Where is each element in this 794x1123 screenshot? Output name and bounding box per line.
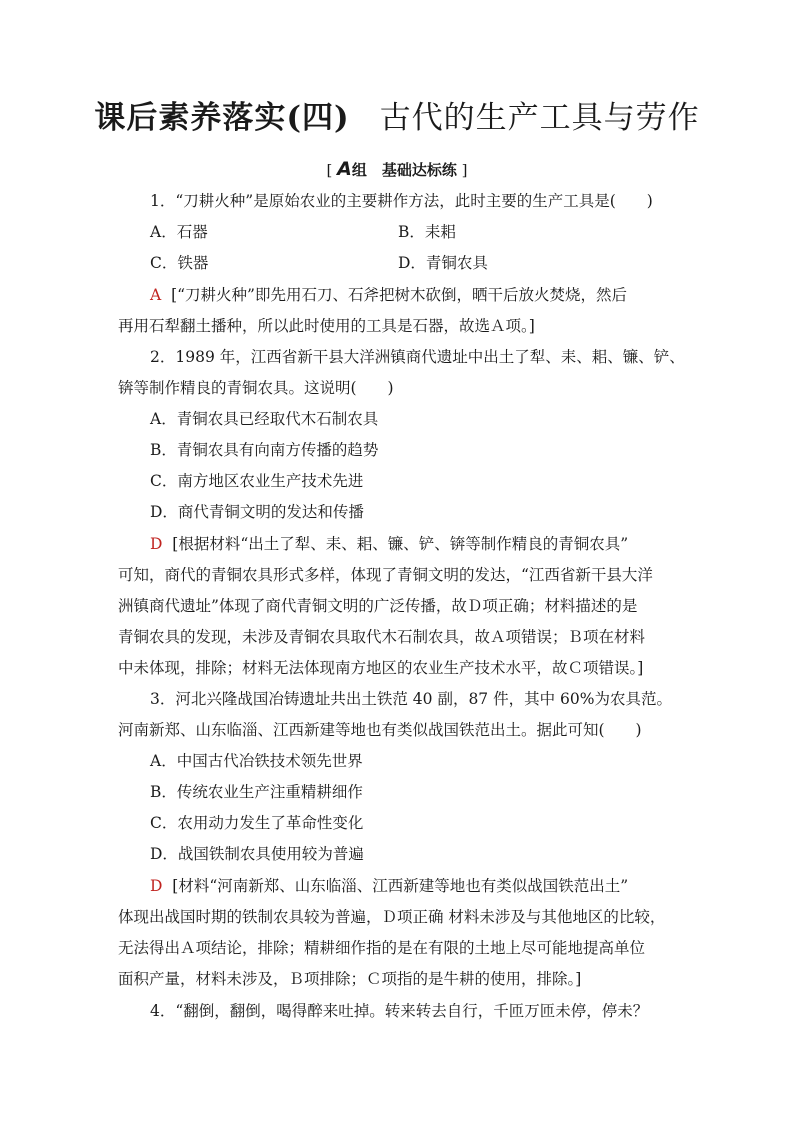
q3-option-c: C．农用动力发生了革命性变化 [150,814,364,832]
bracket-close: ] [461,161,468,179]
q1-option-d: D．青铜农具 [398,254,488,272]
q3-answer: D [150,877,163,895]
q3-option-d: D．战国铁制农具使用较为普遍 [150,845,364,863]
q2-explain-text-1: [根据材料“出土了犁、耒、耜、镰、铲、锛等制作精良的青铜农具” [172,535,629,553]
q3-explanation-line-1 [150,876,710,896]
q2-stem-line-1: 2．1989 年，江西省新干县大洋洲镇商代遗址中出土了犁、耒、耜、镰、铲、 [150,348,685,366]
q2-answer: D [150,535,163,553]
q1-option-c: C．铁器 [150,254,209,272]
q2-explanation-line-2: 可知，商代的青铜农具形式多样，体现了青铜文明的发达，“江西省新干县大洋 [118,566,653,584]
q1-stem: 1．“刀耕火种”是原始农业的主要耕作方法，此时主要的生产工具是( ) [150,192,653,210]
bracket-open: [ [326,161,333,179]
q3-explain-text-1: [材料“河南新郑、山东临淄、江西新建等地也有类似战国铁范出土” [172,877,629,895]
title-sub: 古代的生产工具与劳作 [379,100,700,136]
q1-answer: A [150,286,162,304]
q2-explanation-line-5: 中未体现，排除；材料无法体现南方地区的农业生产技术水平，故Ｃ项错误。] [118,659,644,677]
q3-option-a: A．中国古代冶铁技术领先世界 [150,752,363,770]
q1-option-b: B．耒耜 [398,223,456,241]
q2-option-a: A．青铜农具已经取代木石制农具 [150,410,379,428]
q3-stem-line-2: 河南新郑、山东临淄、江西新建等地也有类似战国铁范出土。据此可知( ) [118,721,642,739]
q2-option-c: C．南方地区农业生产技术先进 [150,472,364,490]
q3-explanation-line-2: 体现出战国时期的铁制农具较为普遍，Ｄ项正确 材料未涉及与其他地区的比较， [118,908,666,926]
q1-explain-text-1: [“刀耕火种”即先用石刀、石斧把树木砍倒，晒干后放火焚烧，然后 [171,286,627,304]
q1-option-a: A．石器 [150,223,208,241]
q3-option-b: B．传统农业生产注重精耕细作 [150,783,363,801]
q3-explanation-line-3: 无法得出Ａ项结论，排除；精耕细作指的是在有限的土地上尽可能地提高单位 [118,939,646,957]
page-title [0,92,794,137]
q2-option-b: B．青铜农具有向南方传播的趋势 [150,441,379,459]
q1-explanation-line-1 [150,285,678,305]
q2-stem-line-2: 锛等制作精良的青铜农具。这说明( ) [118,379,394,397]
q2-explanation-line-4: 青铜农具的发现，未涉及青铜农具取代木石制农具，故Ａ项错误；Ｂ项在材料 [118,628,646,646]
q2-option-d: D．商代青铜文明的发达和传播 [150,503,364,521]
section-heading [0,158,794,180]
q3-stem-line-1: 3．河北兴隆战国冶铸遗址共出土铁范 40 副，87 件，其中 60%为农具范。 [150,690,672,708]
q1-explanation-line-2: 再用石犁翻土播种，所以此时使用的工具是石器，故选Ａ项。] [118,317,535,335]
q3-explanation-line-4: 面积产量，材料未涉及，Ｂ项排除；Ｃ项指的是牛耕的使用，排除。] [118,970,582,988]
title-main: 课后素养落实(四) [94,100,350,136]
q2-explanation-line-1 [150,534,710,554]
group-label: 组 基础达标练 [351,161,457,179]
q2-explanation-line-3: 洲镇商代遗址”体现了商代青铜文明的广泛传播，故Ｄ项正确；材料描述的是 [118,597,638,615]
q4-stem-line-1: 4．“翻倒，翻倒，喝得醉来吐掉。转来转去自行，千匝万匝未停，停未？ [150,1002,649,1020]
group-letter: A [337,158,352,180]
